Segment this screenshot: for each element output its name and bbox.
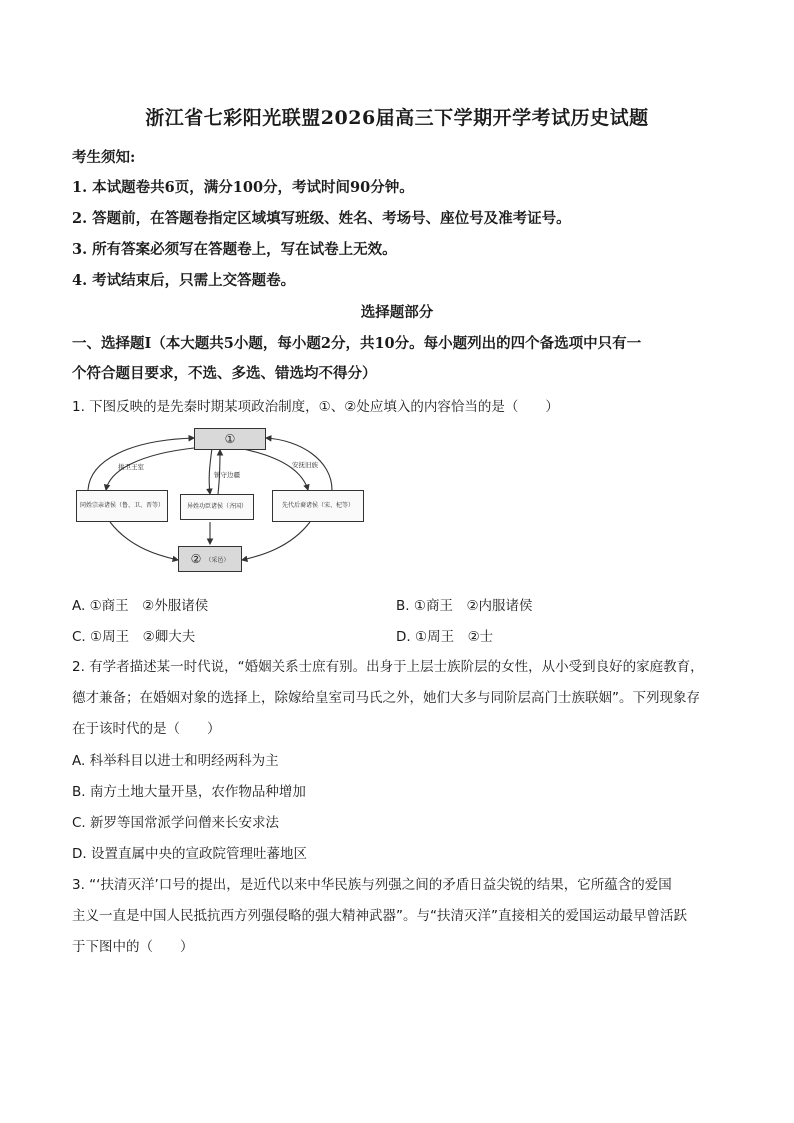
exam-title: 浙江省七彩阳光联盟2026届高三下学期开学考试历史试题 (145, 107, 649, 129)
diagram-label-right: 安抚旧族 (292, 461, 318, 469)
q2-option-b: B. 南方土地大量开垦，农作物品种增加 (72, 784, 306, 800)
notice-item-3: 3. 所有答案必须写在答题卷上，写在试卷上无效。 (72, 241, 397, 258)
q1-option-c: C. ①周王 ②卿大夫 (72, 629, 196, 645)
part1-instructions-line2: 个符合题目要求，不选、多选、错选均不得分） (72, 365, 377, 382)
diagram-bottom-note: （采邑） (205, 556, 230, 564)
diagram-mid-box: 异姓功臣诸侯（齐国） (180, 494, 254, 520)
diagram-bottom-box (178, 546, 242, 572)
q2-stem-line3: 在于该时代的是（ ） (72, 721, 221, 737)
q2-stem-line1: 2. 有学者描述某一时代说，“婚姻关系士庶有别。出身于上层士族阶层的女性，从小受到良好的家庭教育， (72, 659, 704, 675)
q3-stem-line1: 3. “‘扶清灭洋’口号的提出，是近代以来中华民族与列强之间的矛盾日益尖锐的结果，它所蕴含的爱国 (72, 877, 672, 893)
diagram-label-mid: 镇守边疆 (214, 471, 240, 479)
diagram-top-box (194, 428, 266, 450)
q2-option-c: C. 新罗等国常派学问僧来长安求法 (72, 815, 280, 831)
q3-stem-line2: 主义一直是中国人民抵抗西方列强侵略的强大精神武器”。与“扶清灭洋”直接相关的爱国运动最早曾活跃 (72, 908, 687, 924)
diagram-label-left: 拱卫王室 (118, 463, 144, 471)
q1-stem: 1. 下图反映的是先秦时期某项政治制度，①、②处应填入的内容恰当的是（ ） (72, 399, 559, 415)
notice-item-4: 4. 考试结束后，只需上交答题卷。 (72, 272, 296, 289)
diagram-bottom-marker: ② (190, 552, 202, 566)
part1-instructions-line1: 一、选择题Ⅰ（本大题共5小题，每小题2分，共10分。每小题列出的四个备选项中只有一 (72, 335, 642, 352)
notice-heading: 考生须知: (72, 149, 136, 166)
diagram-top-marker: ① (224, 432, 236, 446)
q2-option-a: A. 科举科目以进士和明经两科为主 (72, 753, 279, 769)
q3-stem-line3: 于下图中的（ ） (72, 939, 194, 955)
q1-option-b: B. ①商王 ②内服诸侯 (396, 598, 533, 614)
notice-item-2: 2. 答题前，在答题卷指定区域填写班级、姓名、考场号、座位号及准考证号。 (72, 210, 571, 227)
q2-option-d: D. 设置直属中央的宣政院管理吐蕃地区 (72, 846, 307, 862)
diagram-right-box: 先代后裔诸侯（宋、杞等） (272, 490, 364, 522)
q1-option-d: D. ①周王 ②士 (396, 629, 494, 645)
q2-stem-line2: 德才兼备；在婚姻对象的选择上，除嫁给皇室司马氏之外，她们大多与同阶层高门士族联姻”。下列现象存 (72, 690, 700, 706)
notice-item-1: 1. 本试题卷共6页，满分100分，考试时间90分钟。 (72, 179, 414, 196)
section-title: 选择题部分 (360, 304, 434, 321)
q1-option-a: A. ①商王 ②外服诸侯 (72, 598, 209, 614)
enfeoffment-diagram (70, 420, 370, 580)
diagram-left-box: 同姓宗亲诸侯（鲁、卫、晋等） (76, 490, 168, 522)
